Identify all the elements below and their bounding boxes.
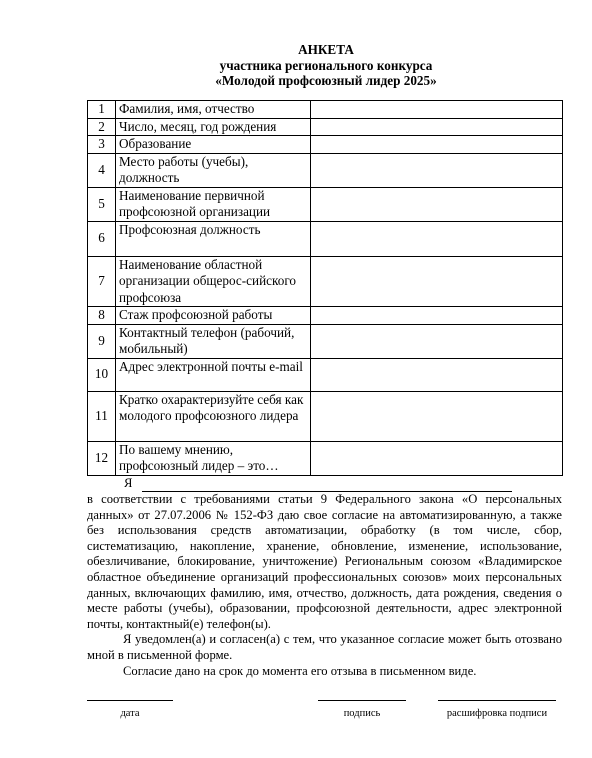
consent-paragraph-3: Согласие дано на срок до момента его отзыва в письменном виде. — [123, 663, 477, 678]
table-row — [88, 221, 563, 256]
row-number: 5 — [88, 187, 116, 221]
table-row — [88, 256, 563, 307]
row-label: Место работы (учебы), должность — [116, 153, 311, 187]
table-row — [88, 136, 563, 154]
signature-caption: подпись — [343, 708, 381, 719]
date-caption: дата — [120, 708, 140, 719]
row-label: Число, месяц, год рождения — [116, 118, 311, 136]
row-number: 11 — [88, 391, 116, 441]
row-label: Профсоюзная должность — [116, 221, 311, 256]
consent-name-line — [124, 476, 562, 492]
row-number: 12 — [88, 441, 116, 475]
table-row — [88, 101, 563, 119]
consent-ya: Я — [124, 476, 133, 491]
row-label: Кратко охарактеризуйте себя как молодого профсоюзного лидера — [116, 391, 311, 441]
row-value-cell[interactable] — [311, 358, 563, 391]
form-subtitle-1: участника регионального конкурса — [219, 57, 433, 73]
form-header — [0, 42, 592, 89]
row-number: 7 — [88, 256, 116, 307]
table-row — [88, 153, 563, 187]
row-label: Наименование первичной профсоюзной организации — [116, 187, 311, 221]
row-number: 10 — [88, 358, 116, 391]
table-row — [88, 187, 563, 221]
row-value-cell[interactable] — [311, 118, 563, 136]
row-value-cell[interactable] — [311, 136, 563, 154]
consent-name-field[interactable] — [142, 479, 512, 492]
table-row — [88, 118, 563, 136]
row-label: Образование — [116, 136, 311, 154]
signature-decoding-field[interactable] — [438, 700, 556, 719]
row-label: Адрес электронной почты e-mail — [116, 358, 311, 391]
row-value-cell[interactable] — [311, 391, 563, 441]
signature-decoding-caption: расшифровка подписи — [446, 708, 548, 719]
questionnaire-table — [87, 100, 563, 476]
row-value-cell[interactable] — [311, 153, 563, 187]
signature-block — [0, 700, 592, 730]
consent-section — [87, 476, 562, 679]
table-row — [88, 441, 563, 475]
row-number: 9 — [88, 324, 116, 358]
signature-field[interactable] — [318, 700, 406, 719]
table-row — [88, 324, 563, 358]
row-value-cell[interactable] — [311, 256, 563, 307]
row-number: 2 — [88, 118, 116, 136]
form-subtitle-2: «Молодой профсоюзный лидер 2025» — [215, 73, 437, 88]
row-value-cell[interactable] — [311, 324, 563, 358]
row-label: Стаж профсоюзной работы — [116, 307, 311, 325]
table-row — [88, 358, 563, 391]
row-label: Наименование областной организации общерос-сийского профсоюза — [116, 256, 311, 307]
form-title: АНКЕТА — [298, 42, 354, 57]
consent-paragraph-2: Я уведомлен(а) и согласен(а) с тем, что указанное согласие может быть отозвано мной в письменной форме. — [87, 632, 562, 662]
row-value-cell[interactable] — [311, 307, 563, 325]
date-field[interactable] — [87, 700, 173, 719]
row-number: 8 — [88, 307, 116, 325]
row-value-cell[interactable] — [311, 221, 563, 256]
row-number: 1 — [88, 101, 116, 119]
row-value-cell[interactable] — [311, 101, 563, 119]
row-number: 4 — [88, 153, 116, 187]
consent-paragraph-1: в соответствии с требованиями статьи 9 Федерального закона «О персональных данных» от 27.07.2006 № 152-ФЗ даю свое согласие на автоматизированную, а также без использования средств автоматизации, обработку (в том числе, сбор, систематизацию, накопление, хранение, обновление, изменение, использование, обезличивание, блокирование, уничтожение) Региональным союзом «Владимирское областное объединение организаций профессиональных союзов» моих персональных данных, включающих фамилию, имя, отчество, должность, дата рождения, сведения о месте работы (учебы), образовании, профсоюзной деятельности, адрес электронной почты, контактный(е) телефон(ы). — [87, 492, 562, 631]
table-row — [88, 307, 563, 325]
row-label: Фамилия, имя, отчество — [116, 101, 311, 119]
row-value-cell[interactable] — [311, 441, 563, 475]
row-number: 6 — [88, 221, 116, 256]
row-label: По вашему мнению, профсоюзный лидер – это… — [116, 441, 311, 475]
row-value-cell[interactable] — [311, 187, 563, 221]
table-row — [88, 391, 563, 441]
row-label: Контактный телефон (рабочий, мобильный) — [116, 324, 311, 358]
row-number: 3 — [88, 136, 116, 154]
